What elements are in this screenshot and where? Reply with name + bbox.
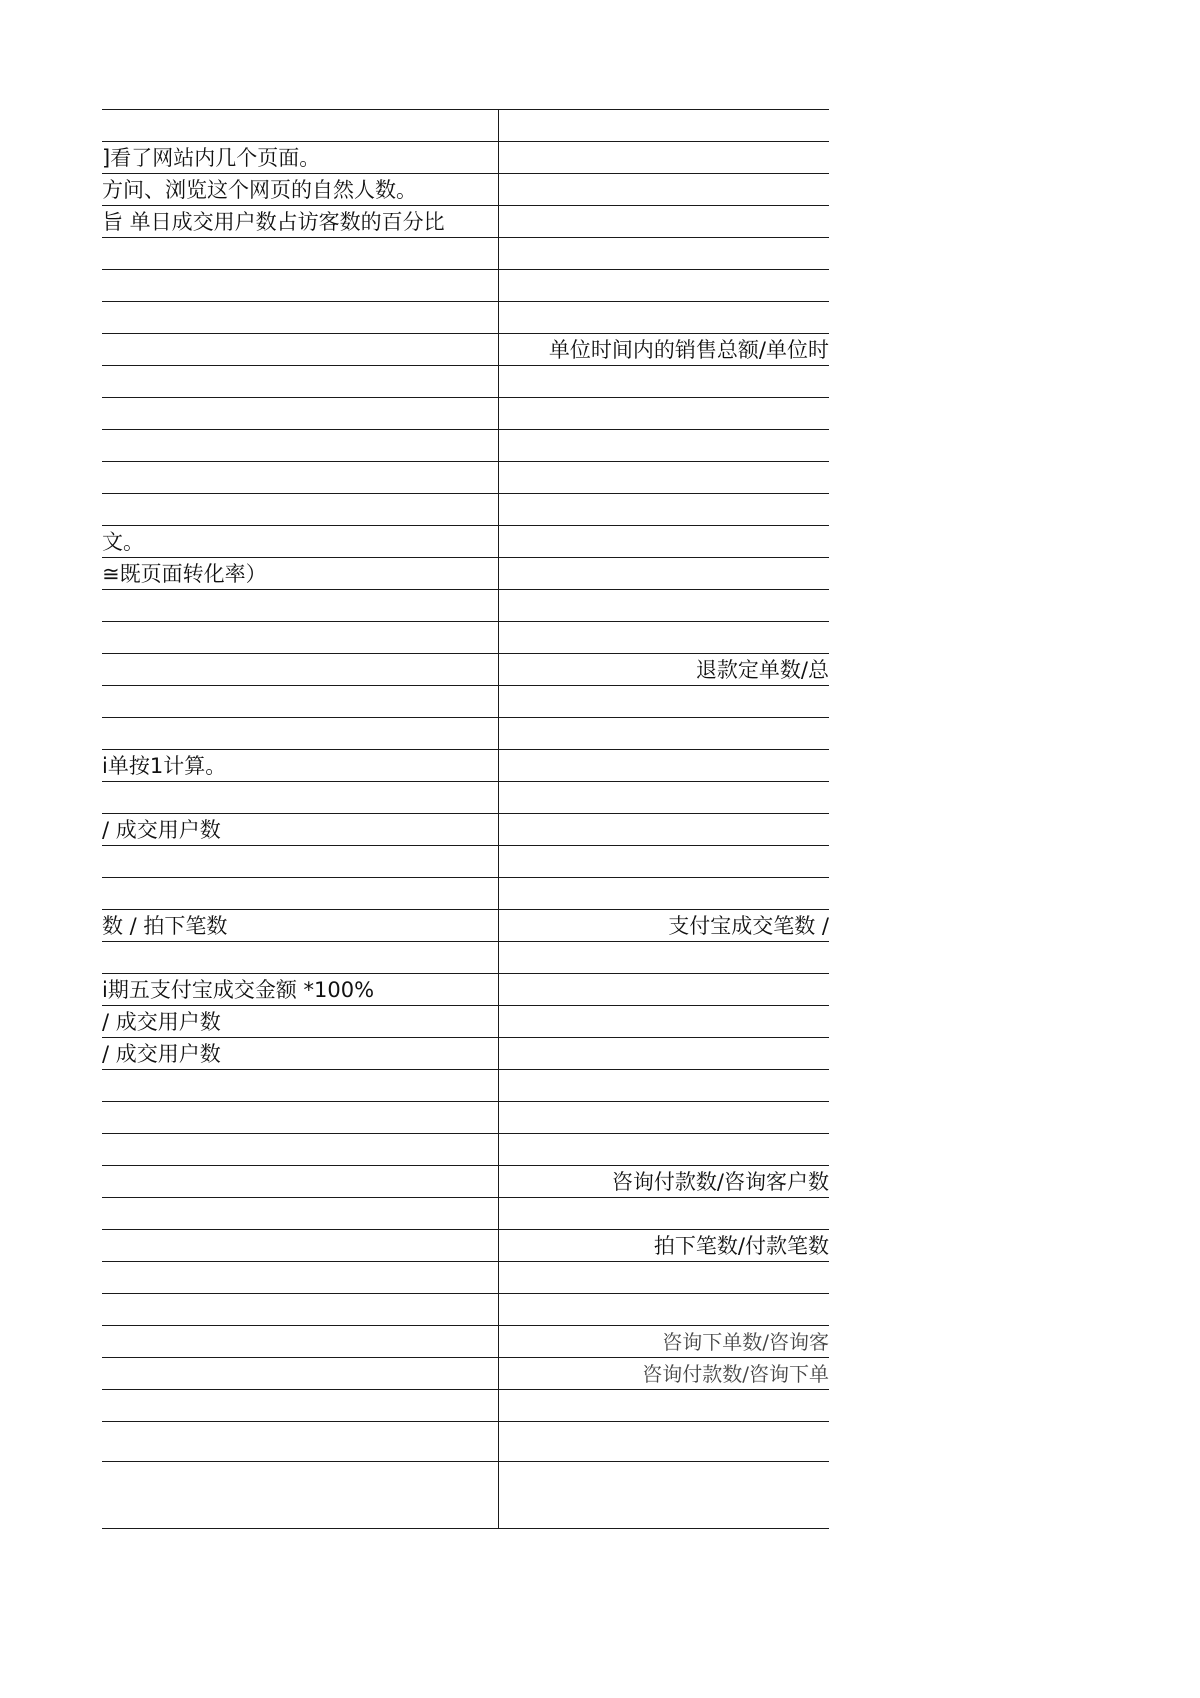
table-row (102, 1422, 829, 1462)
definition-cell[interactable] (102, 782, 498, 814)
formula-cell[interactable] (498, 878, 829, 910)
metrics-table (102, 109, 829, 1529)
formula-cell[interactable] (498, 110, 829, 142)
table-row (102, 1262, 829, 1294)
table-row (102, 1038, 829, 1070)
formula-cell[interactable] (498, 1262, 829, 1294)
formula-cell[interactable] (498, 526, 829, 558)
formula-cell[interactable] (498, 430, 829, 462)
definition-cell[interactable] (102, 302, 498, 334)
formula-cell[interactable] (498, 462, 829, 494)
definition-cell[interactable] (102, 1230, 498, 1262)
table-row (102, 398, 829, 430)
table-row (102, 558, 829, 590)
definition-cell[interactable] (102, 366, 498, 398)
formula-cell[interactable] (498, 174, 829, 206)
table-row (102, 494, 829, 526)
table-row (102, 462, 829, 494)
table-row (102, 1198, 829, 1230)
formula-cell[interactable]: 咨询付款数/咨询下单 (498, 1358, 829, 1390)
formula-cell[interactable] (498, 846, 829, 878)
table-row (102, 1230, 829, 1262)
table-row (102, 942, 829, 974)
definition-cell[interactable] (102, 1462, 498, 1529)
formula-cell[interactable] (498, 814, 829, 846)
formula-cell[interactable] (498, 270, 829, 302)
table-row (102, 1166, 829, 1198)
definition-cell[interactable] (102, 1198, 498, 1230)
formula-cell[interactable] (498, 686, 829, 718)
formula-cell[interactable] (498, 494, 829, 526)
table-row (102, 526, 829, 558)
definition-cell[interactable]: / 成交用户数 (102, 1006, 498, 1038)
definition-cell[interactable] (102, 1326, 498, 1358)
definition-cell[interactable] (102, 462, 498, 494)
definition-cell[interactable] (102, 686, 498, 718)
formula-cell[interactable] (498, 1462, 829, 1529)
table-row (102, 302, 829, 334)
table-row (102, 686, 829, 718)
formula-cell[interactable] (498, 718, 829, 750)
formula-cell[interactable] (498, 302, 829, 334)
formula-cell[interactable] (498, 1134, 829, 1166)
formula-cell[interactable] (498, 206, 829, 238)
table-row (102, 334, 829, 366)
formula-cell[interactable] (498, 1390, 829, 1422)
definition-cell[interactable] (102, 334, 498, 366)
table-row (102, 974, 829, 1006)
definition-cell[interactable] (102, 270, 498, 302)
table-row (102, 1358, 829, 1390)
formula-cell[interactable] (498, 1070, 829, 1102)
formula-cell[interactable] (498, 750, 829, 782)
table-row (102, 846, 829, 878)
formula-cell[interactable]: 咨询下单数/咨询客 (498, 1326, 829, 1358)
definition-cell[interactable]: 方问、浏览这个网页的自然人数。 (102, 174, 498, 206)
formula-cell[interactable] (498, 142, 829, 174)
formula-cell[interactable] (498, 942, 829, 974)
definition-cell[interactable] (102, 718, 498, 750)
formula-cell[interactable] (498, 974, 829, 1006)
table-row (102, 814, 829, 846)
table-row (102, 622, 829, 654)
definition-cell[interactable] (102, 1294, 498, 1326)
definition-cell[interactable] (102, 238, 498, 270)
formula-cell[interactable] (498, 398, 829, 430)
table-row (102, 1326, 829, 1358)
definition-cell[interactable]: ≅既页面转化率） (102, 558, 498, 590)
definition-cell[interactable] (102, 1390, 498, 1422)
definition-cell[interactable] (102, 654, 498, 686)
formula-cell[interactable] (498, 590, 829, 622)
definition-cell[interactable] (102, 1262, 498, 1294)
formula-cell[interactable]: 拍下笔数/付款笔数 (498, 1230, 829, 1262)
formula-cell[interactable] (498, 1102, 829, 1134)
definition-cell[interactable] (102, 430, 498, 462)
table-row (102, 910, 829, 942)
formula-cell[interactable] (498, 366, 829, 398)
table-row (102, 206, 829, 238)
spreadsheet-region (102, 109, 829, 1529)
formula-cell[interactable] (498, 1422, 829, 1462)
definition-cell[interactable]: ⅰ单按1计算。 (102, 750, 498, 782)
definition-cell[interactable] (102, 398, 498, 430)
table-row (102, 270, 829, 302)
definition-cell[interactable] (102, 1166, 498, 1198)
formula-cell[interactable] (498, 622, 829, 654)
formula-cell[interactable] (498, 1006, 829, 1038)
table-row (102, 1294, 829, 1326)
formula-cell[interactable]: 单位时间内的销售总额/单位时 (498, 334, 829, 366)
table-row (102, 366, 829, 398)
definition-cell[interactable] (102, 1422, 498, 1462)
formula-cell[interactable] (498, 558, 829, 590)
formula-cell[interactable]: 退款定单数/总 (498, 654, 829, 686)
table-row (102, 654, 829, 686)
table-row (102, 174, 829, 206)
definition-cell[interactable] (102, 942, 498, 974)
table-row (102, 782, 829, 814)
table-row (102, 1462, 829, 1529)
table-row (102, 1390, 829, 1422)
table-row (102, 110, 829, 142)
definition-cell[interactable] (102, 878, 498, 910)
formula-cell[interactable] (498, 1294, 829, 1326)
definition-cell[interactable] (102, 590, 498, 622)
formula-cell[interactable]: 咨询付款数/咨询客户数 (498, 1166, 829, 1198)
definition-cell[interactable]: ⅰ期五支付宝成交金额 *100% (102, 974, 498, 1006)
definition-cell[interactable] (102, 494, 498, 526)
definition-cell[interactable] (102, 1358, 498, 1390)
table-row (102, 1070, 829, 1102)
definition-cell[interactable] (102, 1134, 498, 1166)
definition-cell[interactable] (102, 846, 498, 878)
definition-cell[interactable]: ]看了网站内几个页面。 (102, 142, 498, 174)
formula-cell[interactable] (498, 238, 829, 270)
formula-cell[interactable] (498, 1198, 829, 1230)
table-row (102, 1102, 829, 1134)
table-row (102, 718, 829, 750)
table-row (102, 590, 829, 622)
definition-cell[interactable]: / 成交用户数 (102, 814, 498, 846)
formula-cell[interactable]: 支付宝成交笔数 / (498, 910, 829, 942)
table-row (102, 142, 829, 174)
definition-cell[interactable] (102, 622, 498, 654)
definition-cell[interactable] (102, 1102, 498, 1134)
formula-cell[interactable] (498, 1038, 829, 1070)
table-row (102, 750, 829, 782)
table-row (102, 878, 829, 910)
formula-cell[interactable] (498, 782, 829, 814)
table-row (102, 1006, 829, 1038)
definition-cell[interactable]: 旨 单日成交用户数占访客数的百分比 (102, 206, 498, 238)
definition-cell[interactable] (102, 1070, 498, 1102)
definition-cell[interactable]: 数 / 拍下笔数 (102, 910, 498, 942)
definition-cell[interactable] (102, 110, 498, 142)
table-row (102, 430, 829, 462)
definition-cell[interactable]: 文。 (102, 526, 498, 558)
definition-cell[interactable]: / 成交用户数 (102, 1038, 498, 1070)
table-row (102, 238, 829, 270)
table-row (102, 1134, 829, 1166)
